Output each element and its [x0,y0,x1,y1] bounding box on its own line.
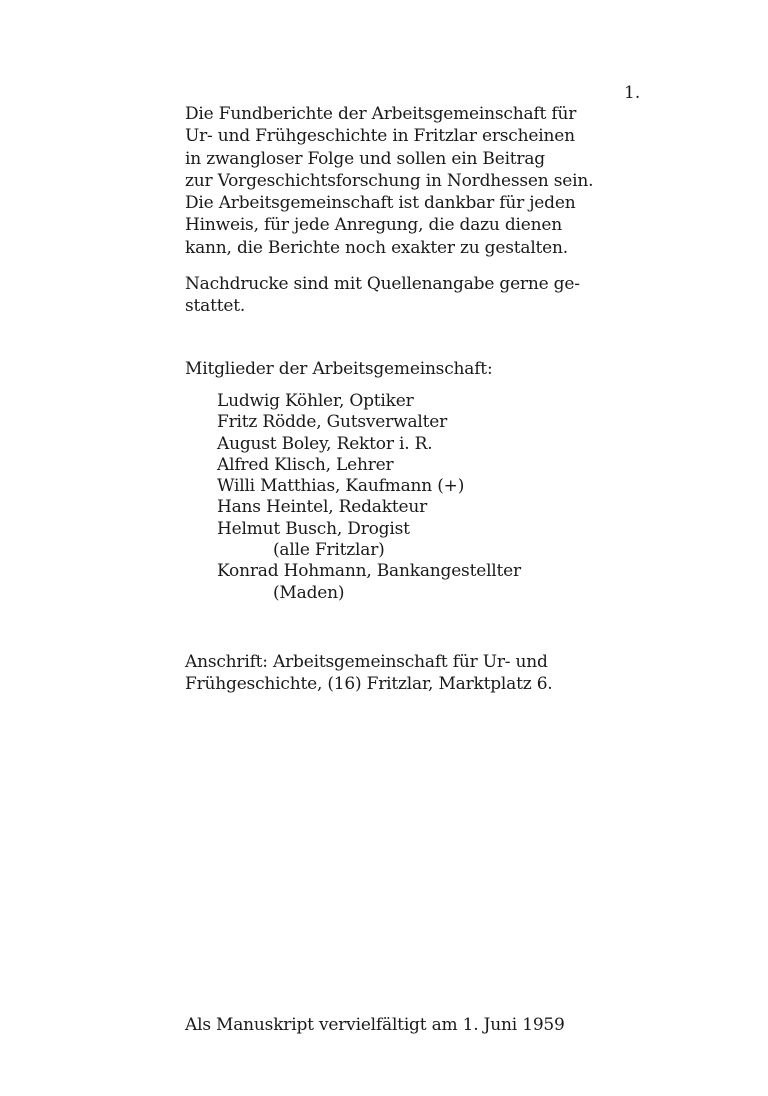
intro-paragraph [185,103,645,259]
text-line: kann, die Berichte noch exakter zu gestalten. [185,237,568,258]
text-line: Ur- und Frühgeschichte in Fritzlar erscheinen [185,126,575,147]
member-entry: Alfred Klisch, Lehrer [217,454,394,475]
reprint-notice [185,273,645,318]
text-line: Frühgeschichte, (16) Fritzlar, Marktplatz 6. [185,674,553,695]
text-line: in zwangloser Folge und sollen ein Beitrag [185,148,545,169]
page-number: 1. [624,83,641,103]
text-line: Die Fundberichte der Arbeitsgemeinschaft für [185,104,577,124]
member-entry: Konrad Hohmann, Bankangestellter [217,561,521,582]
text-line: Die Arbeitsgemeinschaft ist dankbar für jeden [185,193,576,214]
text-line: Nachdrucke sind mit Quellenangabe gerne ge- [185,274,580,294]
members-heading: Mitglieder der Arbeitsgemeinschaft: [185,359,493,379]
text-line: stattet. [185,296,246,317]
text-line: Hinweis, für jede Anregung, die dazu dienen [185,215,562,236]
footer-note: Als Manuskript vervielfältigt am 1. Juni 1959 [185,1015,565,1035]
address-block [185,651,645,696]
member-entry: Fritz Rödde, Gutsverwalter [217,412,448,433]
member-entry: Ludwig Köhler, Optiker [217,391,414,411]
member-entry: August Boley, Rektor i. R. [217,433,433,454]
member-location-note: (alle Fritzlar) [273,540,385,561]
members-list [217,391,521,604]
member-entry: Hans Heintel, Redakteur [217,497,427,518]
member-location-note: (Maden) [273,582,345,603]
text-line: Anschrift: Arbeitsgemeinschaft für Ur- und [185,652,548,672]
text-line: zur Vorgeschichtsforschung in Nordhessen sein. [185,170,594,191]
member-entry: Helmut Busch, Drogist [217,518,410,539]
member-entry: Willi Matthias, Kaufmann (+) [217,476,465,497]
